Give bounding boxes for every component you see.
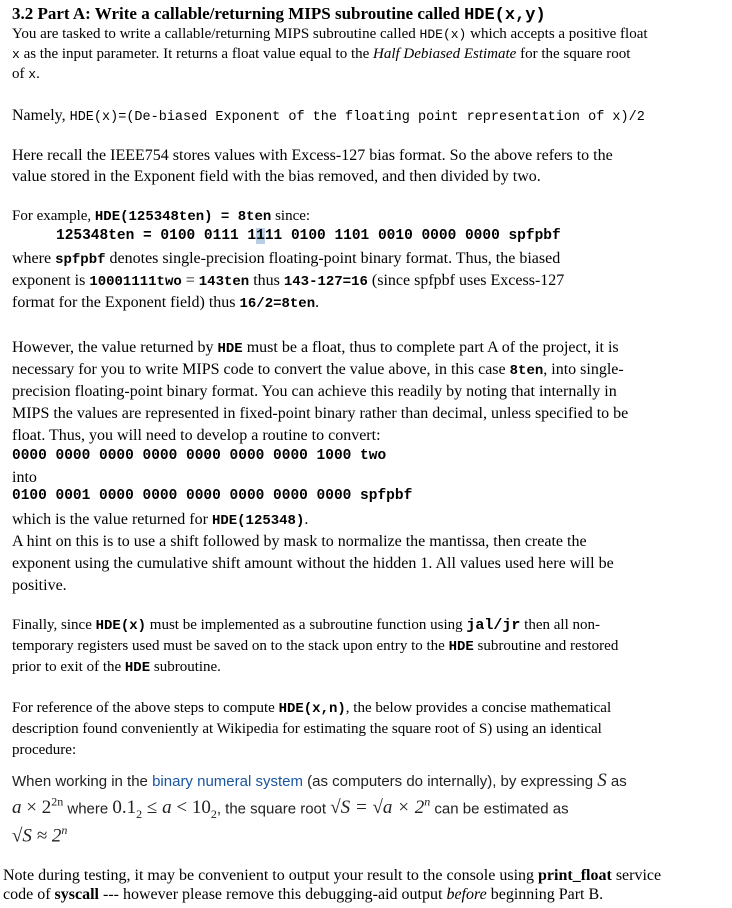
note-text: --- however please remove this debugging-aid output bbox=[98, 886, 447, 903]
math-text: ≤ bbox=[142, 797, 163, 819]
however-text: must be a float, thus to complete part A of the project, it is bbox=[242, 339, 619, 356]
finally-code: HDE bbox=[124, 660, 151, 676]
however-text: However, the value returned by bbox=[12, 339, 218, 356]
example-code: 10001111two bbox=[89, 274, 182, 290]
reference-line: procedure: bbox=[12, 742, 77, 758]
intro-code: x bbox=[28, 67, 37, 82]
namely-text: Namely, bbox=[12, 107, 70, 124]
intro-text: You are tasked to write a callable/returning MIPS subroutine called bbox=[12, 26, 420, 42]
however-line: positive. bbox=[12, 577, 67, 594]
binary-part: 125348ten = 0100 0111 1 bbox=[56, 228, 257, 244]
note-bold: syscall bbox=[54, 886, 99, 903]
intro-code: HDE(x) bbox=[419, 27, 467, 42]
example-text: denotes single-precision floating-point binary format. Thus, the biased bbox=[105, 250, 561, 267]
title-text: 3.2 Part A: Write a callable/returning MIPS subroutine called bbox=[12, 4, 465, 23]
however-line: exponent using the cumulative shift amount without the hidden 1. All values used here will be bbox=[12, 555, 614, 572]
binary-numeral-system-link[interactable]: binary numeral system bbox=[152, 773, 303, 790]
finally-text: must be implemented as a subroutine function using bbox=[146, 617, 467, 633]
math-symbol: a bbox=[162, 797, 172, 819]
binary-output: 0100 0001 0000 0000 0000 0000 0000 0000 spfpbf bbox=[12, 488, 413, 504]
math-text: √S = √a × 2 bbox=[330, 797, 425, 819]
namely-definition bbox=[12, 107, 645, 125]
reference-code: HDE(x,n) bbox=[278, 701, 346, 717]
intro-text: which accepts a positive float bbox=[466, 26, 648, 42]
math-superscript: n bbox=[424, 795, 431, 809]
reference-text: , the below provides a concise mathematical bbox=[345, 700, 612, 716]
wiki-text: , the square root bbox=[216, 800, 331, 818]
however-code: HDE(125348) bbox=[211, 513, 305, 529]
finally-text: then all non- bbox=[520, 617, 600, 633]
however-code: 8ten bbox=[509, 363, 544, 379]
example-text: since: bbox=[271, 208, 311, 224]
example-text: exponent is bbox=[12, 272, 90, 289]
intro-code: x bbox=[12, 47, 20, 62]
example-text: = bbox=[181, 272, 199, 289]
however-text: necessary for you to write MIPS code to convert the value above, in this case bbox=[12, 361, 510, 378]
highlighted-bit: 1 bbox=[256, 228, 265, 244]
math-symbol: a bbox=[12, 797, 22, 819]
however-line: precision floating-point binary format. You can achieve this readily by noting that internally in bbox=[12, 383, 617, 400]
example-code: 16/2=8ten bbox=[239, 296, 316, 312]
however-code: HDE bbox=[217, 341, 243, 357]
note-text: beginning Part B. bbox=[486, 886, 604, 903]
example-text: . bbox=[315, 294, 320, 311]
wiki-text: When working in the bbox=[12, 773, 153, 790]
math-text: 0.1 bbox=[112, 797, 137, 819]
finally-text: subroutine and restored bbox=[473, 638, 619, 654]
note-italic: before bbox=[446, 886, 487, 903]
finally-code: HDE bbox=[448, 639, 474, 655]
intro-text: for the square root bbox=[516, 46, 631, 62]
math-subscript: 2 bbox=[210, 807, 217, 822]
example-text: thus bbox=[249, 272, 284, 289]
example-text: format for the Exponent field) thus bbox=[12, 294, 240, 311]
math-text: √S ≈ 2 bbox=[12, 825, 62, 847]
finally-code: HDE(x) bbox=[95, 618, 147, 634]
note-text: code of bbox=[3, 886, 55, 903]
wiki-text: can be estimated as bbox=[430, 800, 569, 818]
example-code: 143-127=16 bbox=[283, 274, 368, 290]
however-line: into bbox=[12, 469, 37, 486]
reference-text: For reference of the above steps to compute bbox=[12, 700, 279, 716]
note-bold: print_float bbox=[538, 867, 612, 884]
example-text: For example, bbox=[12, 208, 95, 224]
however-line: A hint on this is to use a shift followed by mask to normalize the mantissa, then create the bbox=[12, 533, 587, 550]
intro-italic: Half Debiased Estimate bbox=[373, 46, 517, 62]
wiki-text: as bbox=[606, 773, 627, 790]
math-text: < 10 bbox=[171, 797, 211, 819]
however-line: float. Thus, you will need to develop a routine to convert: bbox=[12, 427, 381, 444]
binary-part: 11 0100 1101 0010 0000 0000 spfpbf bbox=[264, 228, 561, 244]
however-text: , into single- bbox=[543, 361, 624, 378]
finally-code: jal/jr bbox=[466, 617, 521, 634]
finally-text: Finally, since bbox=[12, 617, 96, 633]
recall-line: value stored in the Exponent field with the bias removed, and then divided by two. bbox=[12, 168, 541, 185]
however-line: MIPS the values are represented in fixed-point binary rather than decimal, unless specified to be bbox=[12, 405, 629, 422]
math-symbol: S bbox=[597, 770, 607, 791]
example-code: HDE(125348ten) = 8ten bbox=[94, 209, 272, 225]
wiki-text: (as computers do internally), by expressing bbox=[302, 773, 598, 790]
recall-line: Here recall the IEEE754 stores values with Excess-127 bias format. So the above refers to the bbox=[12, 147, 613, 164]
however-text: . bbox=[304, 511, 309, 528]
intro-text: as the input parameter. It returns a float value equal to the bbox=[19, 46, 374, 62]
intro-text: of bbox=[12, 66, 29, 82]
example-binary bbox=[56, 228, 561, 244]
note-text: Note during testing, it may be convenient to output your result to the console using bbox=[3, 867, 539, 884]
math-superscript: n bbox=[61, 823, 68, 837]
math-subscript: 2 bbox=[136, 807, 143, 822]
page-title bbox=[12, 4, 546, 25]
math-text: × 2 bbox=[21, 797, 52, 819]
wiki-text: where bbox=[63, 800, 113, 818]
title-code: HDE(x,y) bbox=[464, 6, 546, 25]
example-text: (since spfpbf uses Excess-127 bbox=[367, 272, 565, 289]
example-text: where bbox=[12, 250, 56, 267]
note-text: service bbox=[611, 867, 662, 884]
finally-text: temporary registers used must be saved on to the stack upon entry to the bbox=[12, 638, 449, 654]
binary-input: 0000 0000 0000 0000 0000 0000 0000 1000 two bbox=[12, 448, 387, 464]
namely-code: HDE(x)=(De-biased Exponent of the floating point representation of x)/2 bbox=[69, 110, 645, 125]
finally-text: subroutine. bbox=[150, 659, 221, 675]
finally-text: prior to exit of the bbox=[12, 659, 125, 675]
example-code: 143ten bbox=[198, 274, 250, 290]
math-superscript: 2n bbox=[51, 795, 64, 809]
intro-text: . bbox=[36, 66, 40, 82]
however-text: which is the value returned for bbox=[12, 511, 212, 528]
reference-line: description found conveniently at Wikipedia for estimating the square root of S) using an identical bbox=[12, 721, 602, 737]
example-code: spfpbf bbox=[55, 252, 106, 268]
